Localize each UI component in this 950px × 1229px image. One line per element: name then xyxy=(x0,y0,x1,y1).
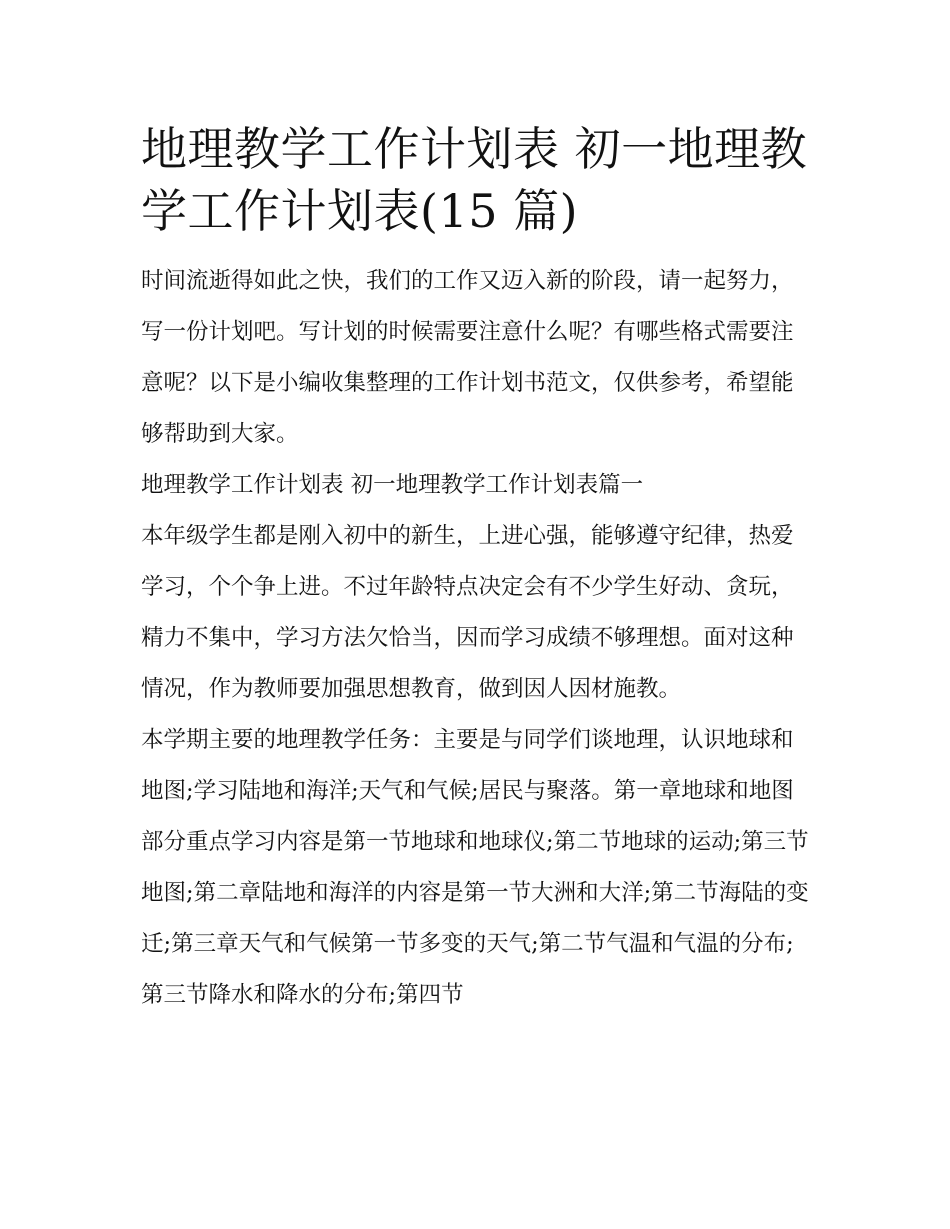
teaching-tasks-paragraph: 本学期主要的地理教学任务：主要是与同学们谈地理，认识地球和地图;学习陆地和海洋;天气和气候;居民与聚落。第一章地球和地图部分重点学习内容是第一节地球和地球仪;第二节地球的运动;第三节地图;第二章陆地和海洋的内容是第一节大洲和大洋;第二节海陆的变迁;第三章天气和气候第一节多变的天气;第二节气温和气温的分布;第三节降水和降水的分布;第四节 xyxy=(141,727,809,1008)
student-analysis-paragraph: 本年级学生都是刚入初中的新生，上进心强，能够遵守纪律，热爱学习，个个争上进。不过年龄特点决定会有不少学生好动、贪玩，精力不集中，学习方法欠恰当，因而学习成绩不够理想。面对这种情况，作为教师要加强思想教育，做到因人因材施教。 xyxy=(141,523,794,702)
document-title: 地理教学工作计划表 初一地理教学工作计划表(15 篇) xyxy=(141,122,808,238)
section-heading: 地理教学工作计划表 初一地理教学工作计划表篇一 xyxy=(141,472,644,498)
document-body xyxy=(141,118,813,1021)
intro-paragraph: 时间流逝得如此之快，我们的工作又迈入新的阶段，请一起努力，写一份计划吧。写计划的时候需要注意什么呢？有哪些格式需要注意呢？以下是小编收集整理的工作计划书范文，仅供参考，希望能够帮助到大家。 xyxy=(141,268,794,447)
